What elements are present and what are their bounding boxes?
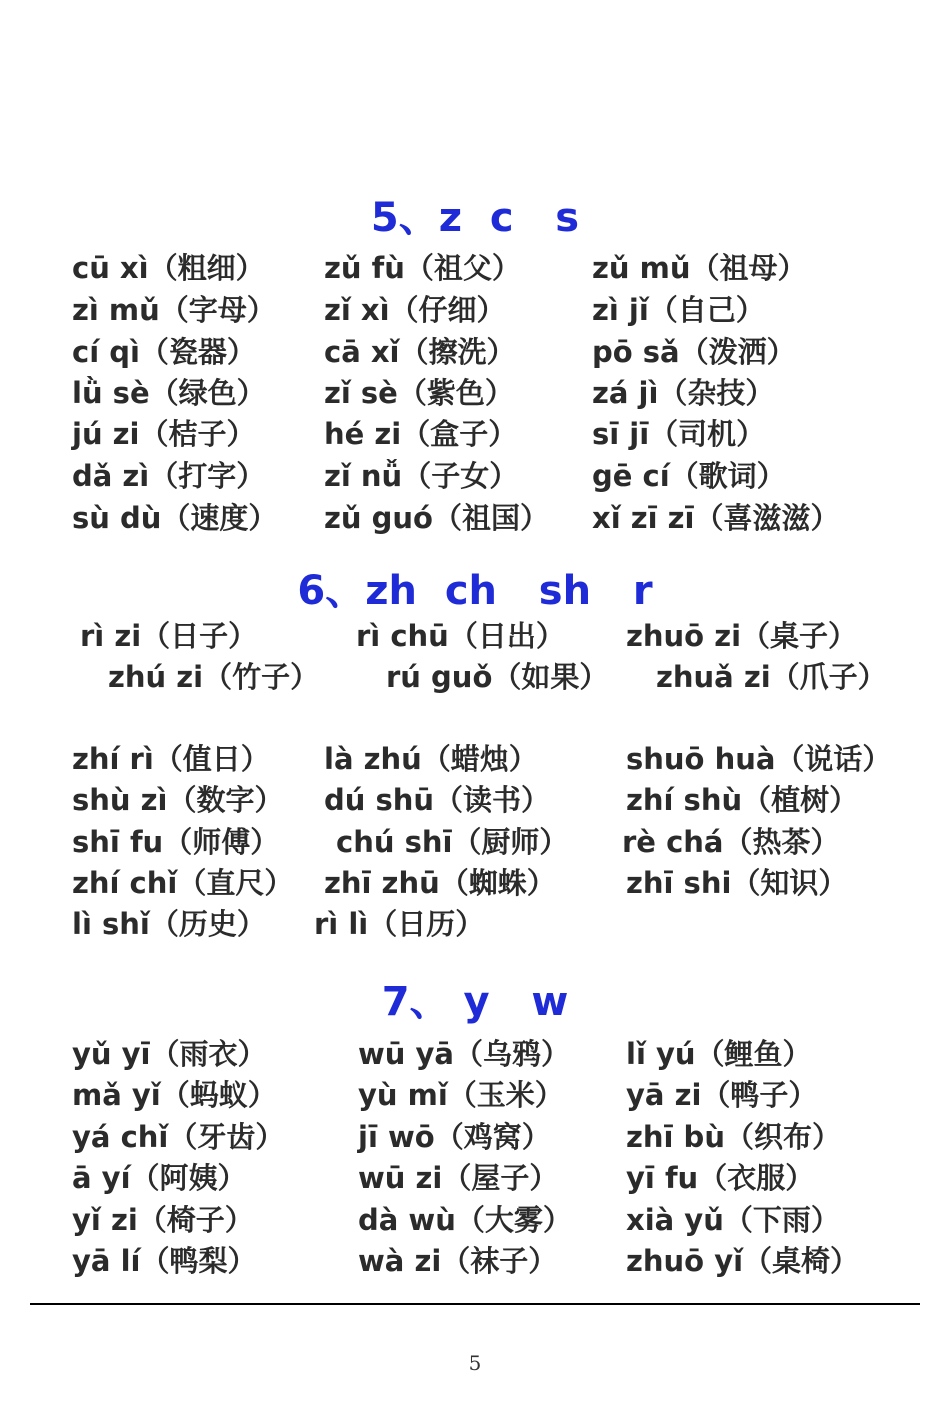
- entry: yā lí（鸭梨）: [72, 1244, 257, 1278]
- entry: yǐ zi（椅子）: [72, 1203, 254, 1237]
- entry: jú zi（桔子）: [72, 417, 256, 451]
- entry: zhí rì（值日）: [72, 742, 270, 776]
- entry: rì chū（日出）: [356, 619, 565, 653]
- entry: zì jǐ（自己）: [592, 293, 765, 327]
- entry: zǐ sè（紫色）: [324, 376, 514, 410]
- entry: rì zi（日子）: [80, 619, 258, 653]
- entry: shuō huà（说话）: [626, 742, 892, 776]
- entry: mǎ yǐ（蚂蚁）: [72, 1078, 277, 1112]
- entry: rè chá（热茶）: [622, 825, 840, 859]
- section-7-heading: 7、 y w: [381, 979, 569, 1025]
- entry: zǐ nǚ（子女）: [324, 459, 519, 493]
- entry: rì lì（日历）: [314, 907, 485, 941]
- entry: zhí shù（植树）: [626, 783, 859, 817]
- entry: dǎ zì（打字）: [72, 459, 266, 493]
- entry: wà zi（袜子）: [358, 1244, 558, 1278]
- entry: lǜ sè（绿色）: [72, 376, 266, 410]
- entry: wū zi（屋子）: [358, 1161, 559, 1195]
- entry: jī wō（鸡窝）: [358, 1120, 551, 1154]
- entry: zá jì（杂技）: [592, 376, 775, 410]
- entry: shī fu（师傅）: [72, 825, 280, 859]
- entry: zhuǎ zi（爪子）: [656, 660, 887, 694]
- entry: xià yǔ（下雨）: [626, 1203, 840, 1237]
- entry: zǔ fù（祖父）: [324, 251, 521, 285]
- entry: wū yā（乌鸦）: [358, 1037, 571, 1071]
- entry: zǔ guó（祖国）: [324, 501, 549, 535]
- entry: cí qì（瓷器）: [72, 335, 256, 369]
- entry: zhī shi（知识）: [626, 866, 848, 900]
- entry: zhī zhū（蜘蛛）: [324, 866, 556, 900]
- section-6-heading: 6、zh ch sh r: [297, 568, 653, 614]
- entry: zǔ mǔ（祖母）: [592, 251, 807, 285]
- entry: zhuō zi（桌子）: [626, 619, 858, 653]
- entry: rú guǒ（如果）: [386, 660, 609, 694]
- entry: dà wù（大雾）: [358, 1203, 572, 1237]
- entry: zǐ xì（仔细）: [324, 293, 506, 327]
- page-number: 5: [468, 1351, 482, 1375]
- entry: zhí chǐ（直尺）: [72, 866, 294, 900]
- entry: cū xì（粗细）: [72, 251, 265, 285]
- entry: zhuō yǐ（桌椅）: [626, 1244, 860, 1278]
- entry: cā xǐ（擦洗）: [324, 335, 516, 369]
- entry: là zhú（蜡烛）: [324, 742, 538, 776]
- entry: ā yí（阿姨）: [72, 1161, 247, 1195]
- entry: gē cí（歌词）: [592, 459, 786, 493]
- entry: pō sǎ（泼洒）: [592, 335, 796, 369]
- entry: zì mǔ（字母）: [72, 293, 276, 327]
- entry: shù zì（数字）: [72, 783, 284, 817]
- entry: yī fu（衣服）: [626, 1161, 815, 1195]
- entry: yǔ yī（雨衣）: [72, 1037, 267, 1071]
- entry: yá chǐ（牙齿）: [72, 1120, 285, 1154]
- entry: chú shī（厨师）: [336, 825, 569, 859]
- footer-divider: [30, 1303, 920, 1305]
- entry: lǐ yú（鲤鱼）: [626, 1037, 812, 1071]
- section-5-heading: 5、z c s: [370, 195, 580, 241]
- entry: yù mǐ（玉米）: [358, 1078, 564, 1112]
- entry: dú shū（读书）: [324, 783, 551, 817]
- entry: sù dù（速度）: [72, 501, 278, 535]
- entry: hé zi（盒子）: [324, 417, 518, 451]
- entry: xǐ zī zī（喜滋滋）: [592, 501, 840, 535]
- entry: lì shǐ（历史）: [72, 907, 266, 941]
- entry: yā zi（鸭子）: [626, 1078, 818, 1112]
- entry: zhī bù（织布）: [626, 1120, 841, 1154]
- entry: sī jī（司机）: [592, 417, 766, 451]
- entry: zhú zi（竹子）: [108, 660, 320, 694]
